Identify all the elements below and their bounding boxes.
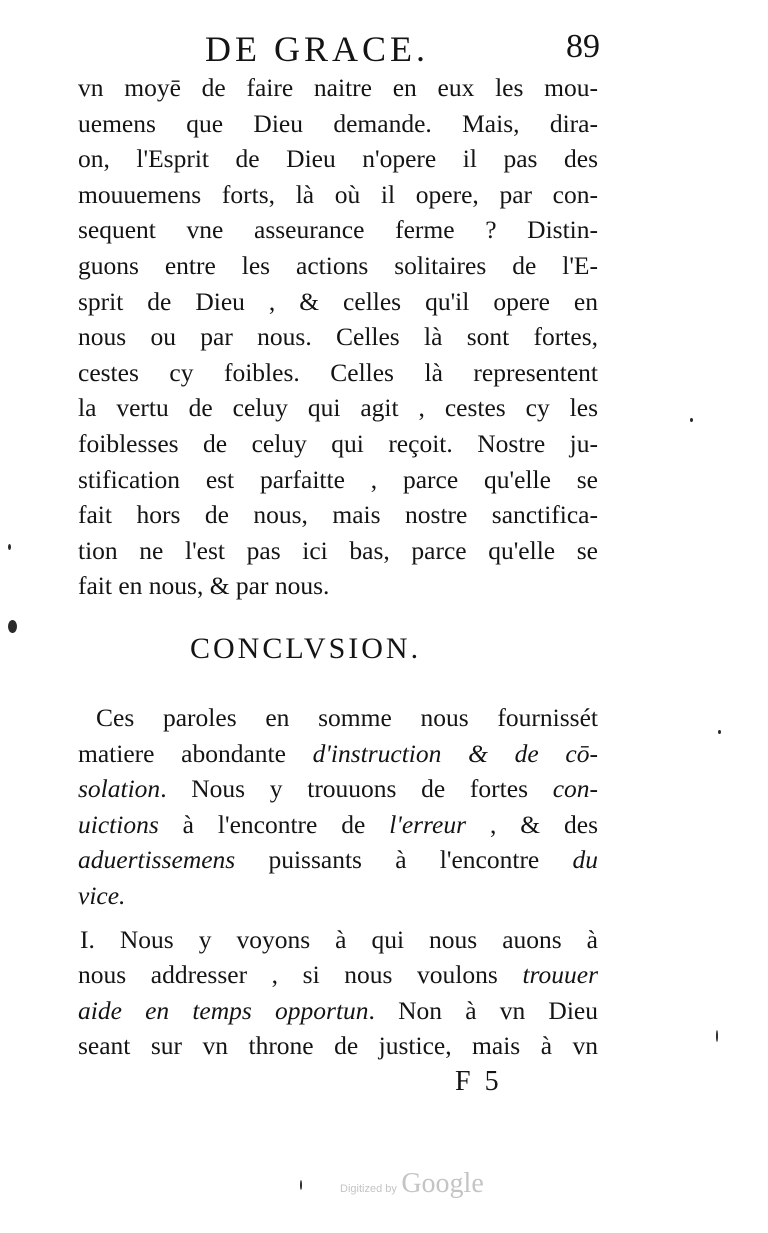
section-heading: CONCLVSION.: [190, 632, 422, 665]
text-line: Ces paroles en somme nous fournissét: [96, 703, 598, 732]
italic-run: uictions: [78, 809, 159, 839]
ink-speck: [300, 1180, 302, 1190]
digitized-watermark: [340, 1168, 484, 1200]
text-line: uemens que Dieu demande. Mais, dira-: [78, 108, 598, 138]
text-line: vice.: [78, 880, 126, 910]
ink-speck: [718, 730, 721, 734]
paragraph-grace-argument: [78, 70, 598, 604]
italic-run: aduertissemens: [78, 845, 236, 875]
italic-run: l'erreur: [389, 809, 467, 839]
italic-run: du: [572, 845, 598, 875]
text-run: . Non à vn Dieu: [368, 995, 598, 1025]
text-line: on, l'Esprit de Dieu n'opere il pas des: [78, 144, 598, 174]
text-run: matiere abondante: [78, 738, 313, 768]
text-line: stification est parfaitte , parce qu'elle se: [78, 464, 598, 494]
text-line: foiblesses de celuy qui reçoit. Nostre ju-: [78, 428, 598, 458]
text-line: fait hors de nous, mais nostre sanctifica-: [78, 500, 598, 530]
text-line: [78, 736, 598, 772]
text-line: mouuemens forts, là où il opere, par con-: [78, 179, 598, 209]
text-line: fait en nous, & par nous.: [78, 571, 330, 601]
watermark-prefix: Digitized by: [340, 1183, 397, 1195]
text-run: , & des: [466, 809, 598, 839]
ink-speck: [8, 620, 17, 633]
text-line: cestes cy foibles. Celles là representent: [78, 357, 598, 387]
text-run: . Nous y trouuons de fortes: [160, 774, 553, 804]
ink-speck: [8, 544, 11, 550]
running-title: DE GRACE.: [205, 29, 429, 69]
italic-run: solation: [78, 774, 161, 804]
text-line: guons entre les actions solitaires de l'E-: [78, 250, 598, 280]
signature-number: 5: [484, 1066, 499, 1097]
text-run: à l'encontre de: [158, 809, 390, 839]
text-line: [78, 957, 598, 993]
signature-mark: [455, 1066, 499, 1098]
paragraph-conclusion: [78, 700, 598, 1064]
ink-speck: [716, 1030, 718, 1042]
text-run: nous addresser , si nous voulons: [78, 960, 523, 990]
signature-letter: F: [455, 1066, 471, 1097]
text-line: [78, 807, 598, 843]
text-line: sprit de Dieu , & celles qu'il opere en: [78, 286, 598, 316]
text-line: sequent vne asseurance ferme ? Distin-: [78, 215, 598, 245]
text-line: tion ne l'est pas ici bas, parce qu'elle se: [78, 535, 598, 565]
italic-run: con-: [552, 774, 598, 804]
text-line: [78, 842, 598, 878]
text-line: nous ou par nous. Celles là sont fortes,: [78, 322, 598, 352]
text-line: la vertu de celuy qui agit , cestes cy les: [78, 393, 598, 423]
text-line: [78, 993, 598, 1029]
text-line: seant sur vn throne de justice, mais à vn: [78, 1031, 598, 1061]
page-number: 89: [566, 28, 600, 65]
text-line: [78, 771, 598, 807]
watermark-brand: Google: [401, 1168, 484, 1199]
italic-run: d'instruction & de cō-: [312, 738, 598, 768]
ink-speck: [690, 418, 693, 422]
italic-run: trouuer: [522, 960, 598, 990]
text-run: puissants à l'encontre: [235, 845, 573, 875]
italic-run: aide en temps opportun: [78, 995, 369, 1025]
text-line: I. Nous y voyons à qui nous auons à: [80, 924, 598, 954]
text-line: vn moyē de faire naitre en eux les mou-: [78, 73, 598, 102]
